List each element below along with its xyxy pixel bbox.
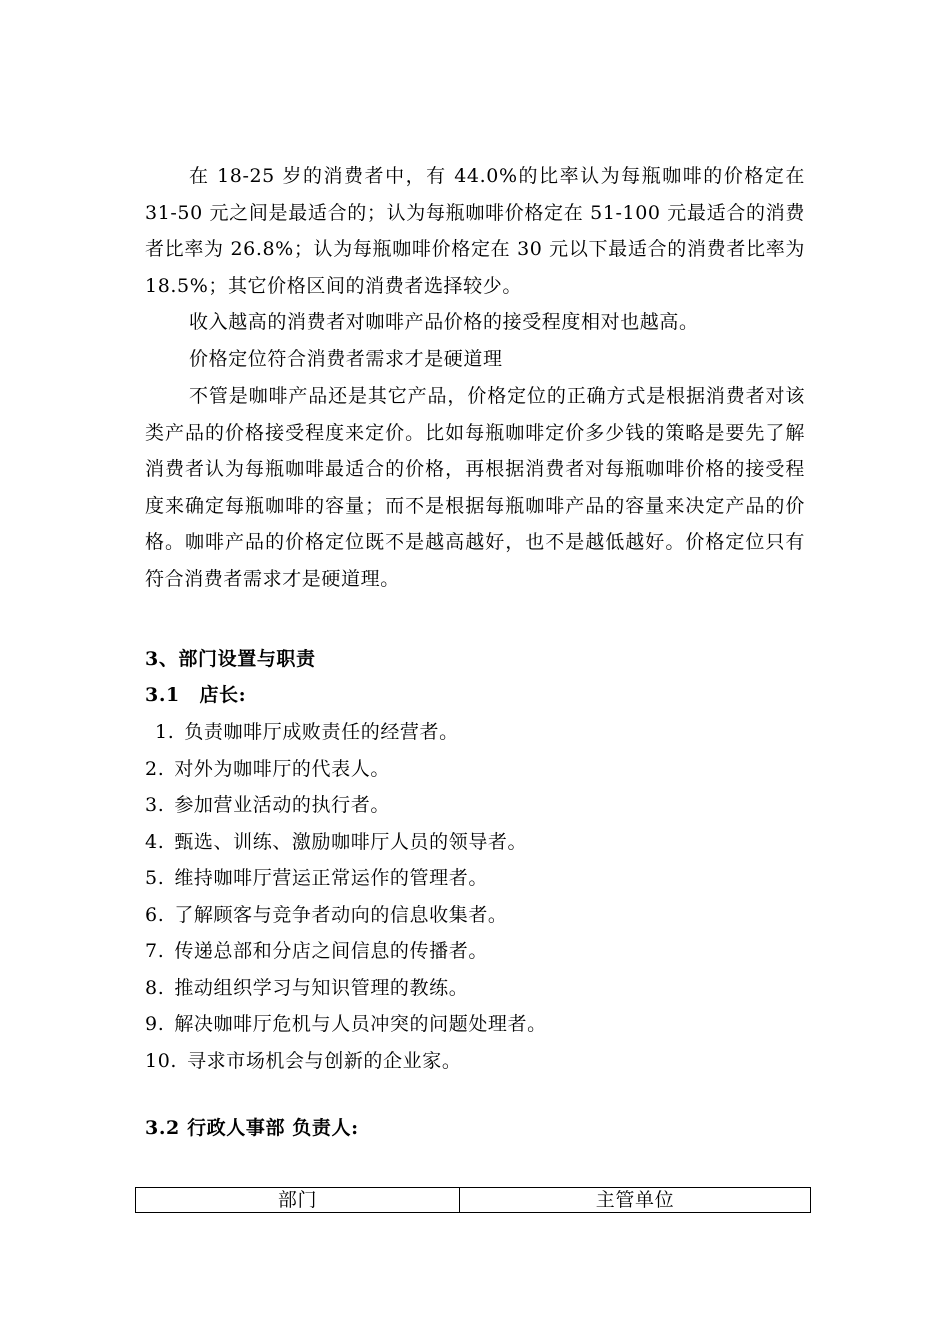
list-item: [145, 787, 547, 824]
list-item: [145, 933, 547, 970]
paragraph-subtitle: 价格定位符合消费者需求才是硬道理: [189, 348, 503, 370]
table-header-supervisor-unit: 主管单位: [460, 1188, 811, 1213]
list-text: 寻求市场机会与创新的企业家。: [187, 1049, 462, 1072]
department-table: [135, 1187, 811, 1213]
list-number: 3.: [145, 794, 165, 816]
store-manager-duties-list: [145, 714, 547, 1079]
paragraph-pricing-strategy: 不管是咖啡产品还是其它产品，价格定位的正确方式是根据消费者对该类产品的价格接受程度来定价。比如每瓶咖啡定价多少钱的策略是要先了解消费者认为每瓶咖啡最适合的价格，再根据消费者对每瓶咖啡价格的接受程度来确定每瓶咖啡的容量；而不是根据每瓶咖啡产品的容量来决定产品的价格。咖啡产品的价格定位既不是越高越好，也不是越低越好。价格定位只有符合消费者需求才是硬道理。: [145, 385, 805, 590]
table-header-row: [136, 1188, 811, 1213]
list-number: 2.: [145, 757, 165, 780]
list-text: 对外为咖啡厅的代表人。: [174, 757, 390, 780]
paragraph-income: 收入越高的消费者对咖啡产品价格的接受程度相对也越高。: [189, 311, 699, 333]
list-item: [145, 714, 547, 751]
list-item: [145, 751, 547, 788]
list-number: 6.: [145, 903, 165, 926]
section-heading-departments: 3、部门设置与职责: [145, 648, 316, 670]
list-text: 参加营业活动的执行者。: [174, 794, 390, 816]
table-header-department: 部门: [136, 1188, 460, 1213]
paragraph-price-survey: 在 18-25 岁的消费者中，有 44.0%的比率认为每瓶咖啡的价格定在 31-50 元之间是最适合的；认为每瓶咖啡价格定在 51-100 元最适合的消费者比率为 26.8%；认为每瓶咖啡价格定在 30 元以下最适合的消费者比率为 18.5%；其它价格区间的消费者选择较少。: [145, 165, 805, 297]
list-number: 8.: [145, 976, 165, 999]
list-item: [145, 970, 547, 1007]
list-number: 4.: [145, 830, 165, 853]
list-item: [145, 897, 547, 934]
list-text: 推动组织学习与知识管理的教练。: [174, 976, 469, 999]
list-item: [145, 1006, 547, 1043]
list-text: 维持咖啡厅营运正常运作的管理者。: [174, 867, 488, 889]
subsection-heading-store-manager: 3.1 店长:: [145, 684, 247, 706]
list-item: [145, 860, 547, 897]
subsection-heading-admin-hr: 3.2 行政人事部 负责人:: [145, 1117, 359, 1139]
list-number: 1.: [155, 721, 175, 743]
list-text: 负责咖啡厅成败责任的经营者。: [184, 721, 459, 743]
list-item: [145, 824, 547, 861]
list-number: 9.: [145, 1013, 165, 1035]
list-text: 了解顾客与竞争者动向的信息收集者。: [174, 903, 508, 926]
list-number: 5.: [145, 867, 165, 889]
list-text: 解决咖啡厅危机与人员冲突的问题处理者。: [174, 1013, 547, 1035]
list-text: 传递总部和分店之间信息的传播者。: [174, 940, 488, 962]
list-number: 7.: [145, 940, 165, 962]
list-item: [145, 1043, 547, 1080]
list-number: 10.: [145, 1049, 178, 1072]
list-text: 甄选、训练、激励咖啡厅人员的领导者。: [174, 830, 528, 853]
